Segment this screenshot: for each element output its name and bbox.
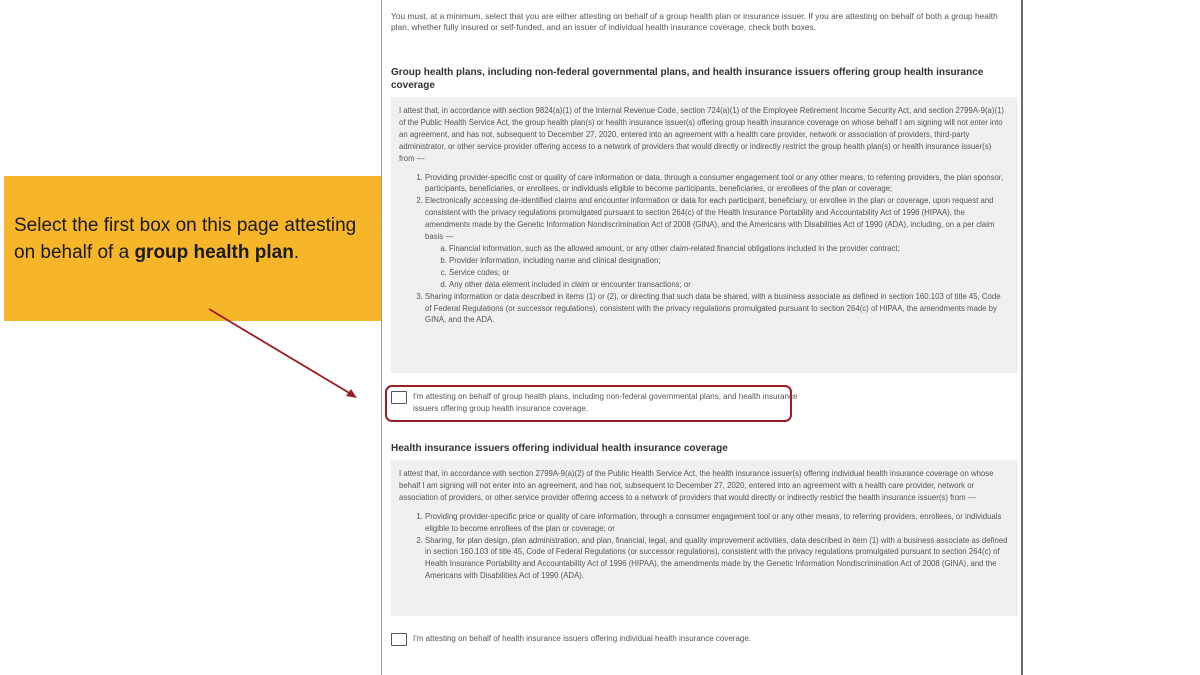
callout-text-emphasis: group health plan (134, 242, 294, 263)
group-checkbox-row[interactable] (391, 391, 1011, 414)
sub-list-item: c. Service codes; or (449, 267, 1008, 279)
list-item: 1. Providing provider-specific price or quality of care information, through a consumer engagement tool or any other means, to referring providers, enrollees, or individuals eligible to become enrollees of the plan or coverage; or (425, 511, 1008, 535)
sub-list-item: d. Any other data element included in claim or encounter transactions; or (449, 279, 1008, 291)
attestation-form (381, 0, 1023, 675)
instruction-callout (4, 176, 383, 321)
sub-list (425, 243, 1008, 291)
group-attestation-list (399, 172, 1008, 327)
list-item (425, 195, 1008, 290)
callout-text-end: . (293, 242, 300, 263)
intro-text: You must, at a minimum, select that you are either attesting on behalf of a group health plan or insurance issuer. If you are attesting on behalf of both a group health plan, whether fully insured or self-funded, and an issuer of individual health insurance coverage, check both boxes. (391, 11, 998, 33)
list-item: 2. Sharing, for plan design, plan administration, and plan, financial, legal, and quality improvement activities, data described in item (1) with a business associate as defined in section 160.103 of title 45, Code of Federal Regulations (or successor regulations), consistent with the privacy regulations promulgated pursuant to section 264(c) of Health Insurance Portability and Accountability Act of 1996 (HIPAA), the amendments made by the Genetic Information Nondiscrimination Act of 2008 (GINA), and the Americans with Disabilities Act of 1990 (ADA). (425, 535, 1008, 583)
callout-text-start: Select the first box on this page attesting on behalf of a (14, 215, 357, 263)
individual-attestation-list (399, 511, 1008, 582)
list-item: 3. Sharing information or data described in items (1) or (2), or directing that such data be shared, with a business associate as defined in section 160.103 of title 45, Code of Federal Regulations (or successor regulations), consistent with the privacy regulations promulgated pursuant to section 264(c) of HIPAA, the amendments made by GINA, and the ADA. (425, 291, 1008, 327)
individual-section-heading: Health insurance issuers offering individual health insurance coverage (391, 443, 728, 454)
list-item: 1. Providing provider-specific cost or quality of care information or data, through a consumer engagement tool or any other means, to referring providers, the plan sponsor, participants, beneficiaries, or enrollees, or individuals eligible to become participants, beneficiaries, or enrollees of the plan or coverage; (425, 172, 1008, 196)
group-attestation-box (391, 97, 1018, 373)
list-item-text: Electronically accessing de-identified claims and encounter information or data for each participant, beneficiary, or enrollee in the plan or coverage, upon request and consistent with the privacy regulations promulgated pursuant to section 264(c) of the Health Insurance Portability and Accountability Act of 1996 (HIPAA), the amendments made by the Genetic Information Nondiscrimination Act of 2008 (GINA), and the Americans with Disabilities Act of 1990 (ADA), including, on a per claim basis — (425, 196, 995, 242)
group-section-heading: Group health plans, including non-federal governmental plans, and health insurance issuers offering group health insurance coverage (391, 67, 984, 91)
individual-attestation-box (391, 460, 1018, 616)
individual-coverage-checkbox[interactable] (391, 633, 407, 646)
group-attestation-text: I attest that, in accordance with section 9824(a)(1) of the Internal Revenue Code, section 724(a)(1) of the Employee Retirement Income Security Act, and section 2799A-9(a)(1) of the Public Health Service Act, the group health plan(s) or health insurance issuer(s) offering group health insurance coverage on whose behalf I am signing will not enter into an agreement, and has not, subsequent to December 27, 2020, entered into an agreement with a health care provider, network or association of providers, third-party administrator, or other service provider offering access to a network of providers that would directly or indirectly restrict the group health plan(s) or health insurance issuer(s) from — (399, 106, 1005, 163)
individual-checkbox-row[interactable] (391, 633, 1011, 646)
group-checkbox-label[interactable]: I'm attesting on behalf of group health plans, including non-federal governmental plans, and health insurance issuers offering group health insurance coverage. (413, 392, 798, 413)
callout-text (14, 212, 376, 266)
individual-attestation-text: I attest that, in accordance with section 2799A-9(a)(2) of the Public Health Service Act, the health insurance issuer(s) offering individual health insurance coverage on whose behalf I am signing will not enter into an agreement, and has not, subsequent to December 27, 2020, entered into an agreement with a health care provider, network or association of providers, or other service provider offering access to a network of providers that would directly or indirectly restrict the health insurance issuer(s) from — (399, 469, 994, 502)
sub-list-item: a. Financial information, such as the allowed amount, or any other claim-related financial obligations included in the provider contract; (449, 243, 1008, 255)
group-health-plan-checkbox[interactable] (391, 391, 407, 404)
individual-checkbox-label[interactable]: I'm attesting on behalf of health insurance issuers offering individual health insurance coverage. (413, 634, 752, 643)
sub-list-item: b. Provider information, including name and clinical designation; (449, 255, 1008, 267)
